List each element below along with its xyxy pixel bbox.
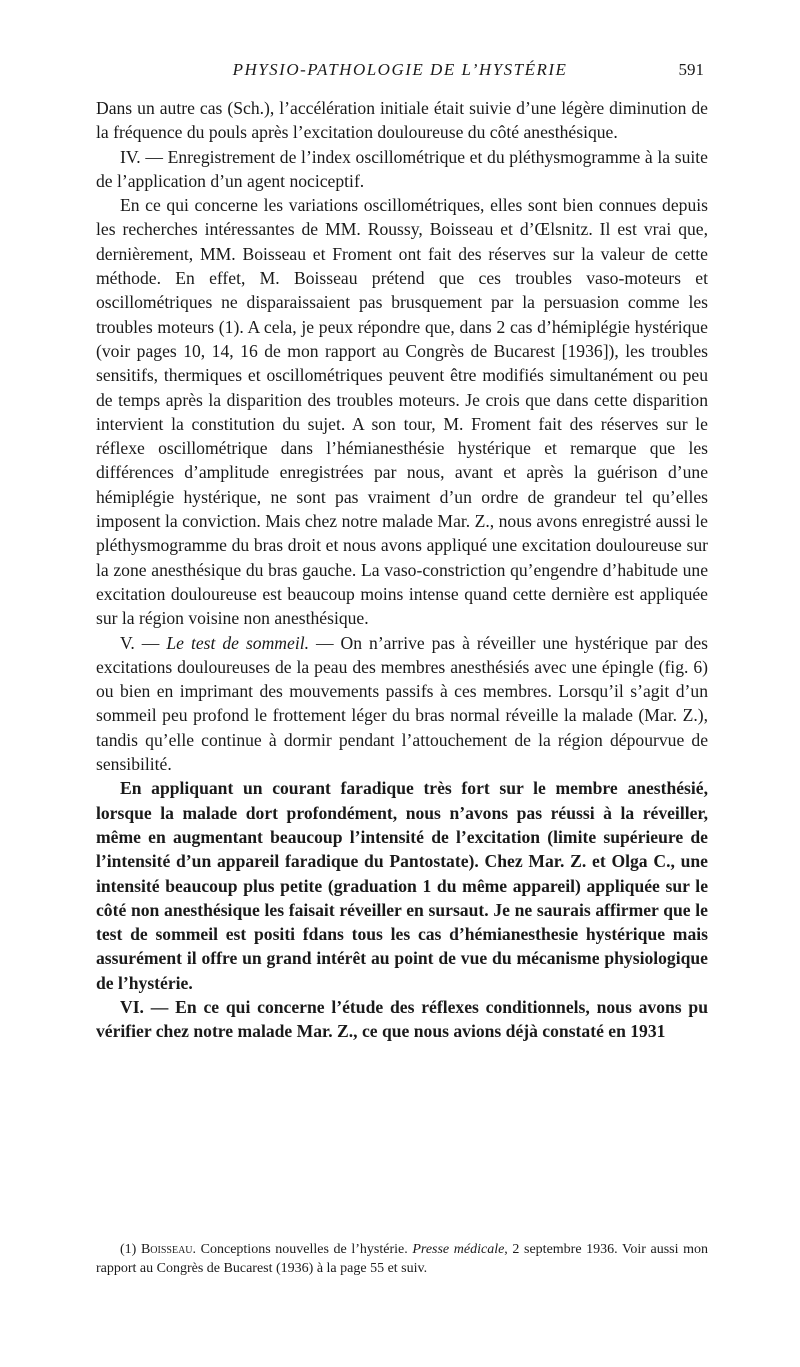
section-v-title: Le test de sommeil.: [166, 632, 309, 653]
footnote-1: [96, 1240, 708, 1278]
footnote-marker: (1): [120, 1242, 141, 1257]
section-v-number: V. —: [120, 632, 167, 653]
page-header: [96, 60, 704, 90]
footnote-author: Boisseau: [140, 1242, 193, 1257]
section-v-text: — On n’arrive pas à réveiller une hystérique par des excitations douloureuses de la peau des membres anesthésiés avec une épingle (fig. 6) ou bien en imprimant des mouvements passifs à ces membres. Lorsqu’il s’agit d’un sommeil peu profond le frottement léger du bras normal réveille la malade (Mar. Z.), tandis qu’elle continue à dormir pendant l’attouchement de la région dépourvue de sensibilité.: [96, 632, 709, 775]
paragraph-1: Dans un autre cas (Sch.), l’accélération initiale était suivie d’une légère diminution de la fréquence du pouls après l’excitation douloureuse du côté anesthésique.: [96, 98, 708, 143]
paragraph-section-vi: VI. — En ce qui concerne l’étude des réflexes conditionnels, nous avons pu vérifier chez notre malade Mar. Z., ce que nous avions déjà constaté en 1931: [96, 996, 708, 1042]
paragraph-section-iv: IV. — Enregistrement de l’index oscillométrique et du pléthysmogramme à la suite de l’application d’un agent nociceptif.: [96, 146, 708, 191]
footnote-journal: Presse médicale: [412, 1242, 505, 1257]
running-head: PHYSIO-PATHOLOGIE DE L’HYSTÉRIE: [232, 60, 568, 79]
body-text: [96, 96, 708, 1044]
footnote-text-1: . Conceptions nouvelles de l’hystérie.: [192, 1242, 413, 1257]
page-number: 591: [678, 60, 704, 79]
paragraph-oscillometric: En ce qui concerne les variations oscillométriques, elles sont bien connues depuis les recherches intéressantes de MM. Roussy, Boisseau et d’Œlsnitz. Il est vrai que, dernièrement, MM. Boisseau et Froment ont fait des réserves sur la valeur de cette méthode. En effet, M. Boisseau prétend que ces troubles vaso-moteurs et oscillométriques ne disparaissaient pas brusquement par la persuasion comme les troubles moteurs (1). A cela, je peux répondre que, dans 2 cas d’hémiplégie hystérique (voir pages 10, 14, 16 de mon rapport au Congrès de Bucarest [1936]), les troubles sensitifs, thermiques et oscillométriques peuvent être modifiés simultanément ou peu de temps après la disparition des troubles moteurs. Je crois que dans cette disparition intervient la constitution du sujet. A son tour, M. Froment fait des réserves sur le réflexe oscillométrique dans l’hémianesthésie hystérique et remarque que les différences d’amplitude enregistrées par nous, avant et après la guérison d’une hémiplégie hystérique, ne sont pas vraiment d’un ordre de grandeur tel qu’elles imposent la conviction. Mais chez notre malade Mar. Z., nous avons enregistré aussi le pléthysmogramme du bras droit et nous avons appliqué une excitation douloureuse sur la zone anesthésique du bras gauche. La vaso-constriction qu’engendre d’habitude une excitation douloureuse est beaucoup moins intense quand cette dernière est appliquée sur la région voisine non anesthésique.: [96, 195, 708, 629]
paragraph-section-v: [96, 631, 708, 777]
footnote-text-2: , 2 septembre 1936. Voir aussi mon rapport au Congrès de Bucarest (1936) à la page 55 et suiv.: [96, 1242, 709, 1276]
footnotes: [96, 1240, 708, 1278]
paragraph-faradic: En appliquant un courant faradique très fort sur le membre anesthésié, lorsque la malade dort profondément, nous n’avons pas réussi à la réveiller, même en augmentant beaucoup l’intensité de l’excitation (limite supérieure de l’intensité d’un appareil faradique du Pantostate). Chez Mar. Z. et Olga C., une intensité beaucoup plus petite (graduation 1 du même appareil) appliquée sur le côté non anesthésique les faisait réveiller en sursaut. Je ne saurais affirmer que le test de sommeil est positi fdans tous les cas d’hémianesthesie hystérique mais assurément il offre un grand intérêt au point de vue du mécanisme physiologique de l’hystérie.: [96, 778, 708, 993]
